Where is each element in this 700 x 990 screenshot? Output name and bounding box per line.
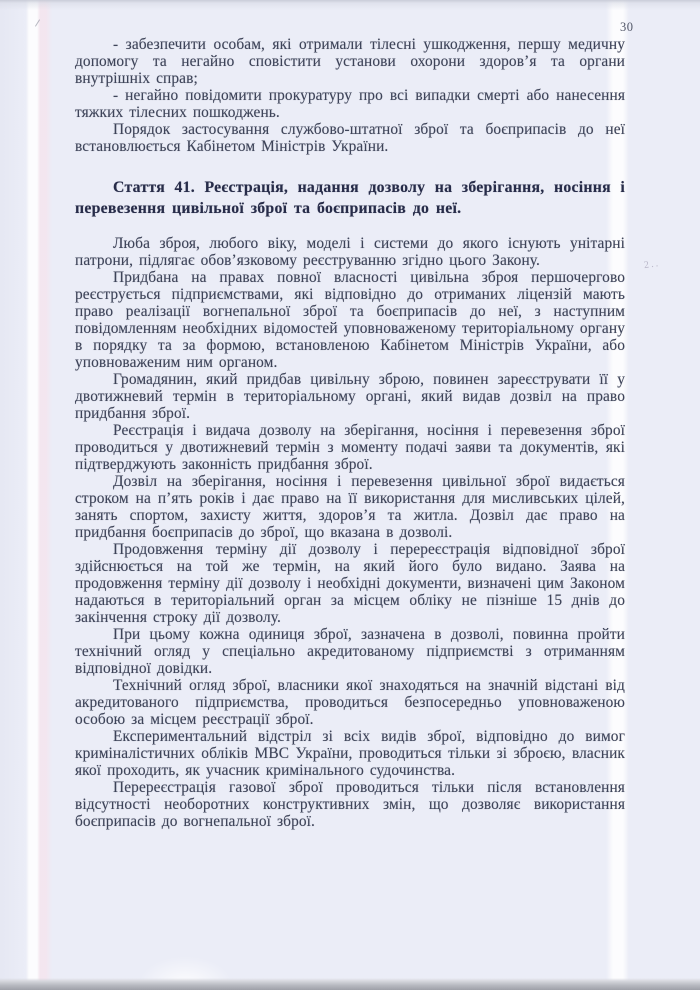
- pencil-tick-mark: [35, 19, 40, 26]
- document-text-block: [75, 36, 625, 830]
- body-paragraph-gas-weapon-reregistration: Перереєстрація газової зброї проводиться тільки після встановлення відсутності необоротних конструктивних змін, що дозволяє використання боєприпасів до вогнепальної зброї.: [75, 779, 625, 830]
- body-paragraph-permit-five-years: Дозвіл на зберігання, носіння і перевезення цивільної зброї видається строком на п’ять років і дає право на її використання для мисливських цілей, занять спортом, захисту життя, здоров’я та житла. Дозвіл дає право на придбання боєприпасів до зброї, що вказана в дозволі.: [75, 473, 625, 541]
- body-paragraph-remote-inspection: Технічний огляд зброї, власники якої знаходяться на значній відстані від акредитованого підприємства, проводиться безпосередньо уповноваженою особою за місцем реєстрації зброї.: [75, 677, 625, 728]
- body-paragraph-technical-inspection: При цьому кожна одиниця зброї, зазначена в дозволі, повинна пройти технічний огляд у спеціально акредитованому підприємстві з отриманням відповідної довідки.: [75, 626, 625, 677]
- body-paragraph-citizen-registration: Громадянин, який придбав цивільну зброю, повинен зареєструвати її у двотижневий термін в територіальному органі, який видав дозвіл на право придбання зброї.: [75, 371, 625, 422]
- article-41-heading: Стаття 41. Реєстрація, надання дозволу на зберігання, носіння і перевезення цивільної зброї та боєприпасів до неї.: [75, 179, 625, 217]
- body-paragraph-permit-renewal: Продовження терміну дії дозволу і перереєстрація відповідної зброї здійснюється на той же термін, на який його було видано. Заява на продовження терміну дії дозволу і необхідні документи, визначені цим Законом надаються в територіальний орган за місцем обліку не пізніше 15 днів до закінчення строку дії дозволу.: [75, 541, 625, 626]
- intro-paragraph-notify-prosecutor: - негайно повідомити прокуратуру про всі випадки смерті або нанесення тяжких тілесних пошкоджень.: [75, 87, 625, 121]
- scan-bottom-edge-shadow: [0, 978, 700, 990]
- page-number: 30: [620, 20, 634, 34]
- intro-paragraph-first-aid: - забезпечити особам, які отримали тілесні ушкодження, першу медичну допомогу та негайно сповістити установи охорони здоров’я та органи внутрішніх справ;: [75, 36, 625, 87]
- body-paragraph-enterprise-registration: Придбана на правах повної власності цивільна зброя першочергово реєструється підприємствами, які відповідно до отриманих ліцензій мають право реалізації вогнепальної зброї та боєприпасів до неї, з наступним повідомленням необхідних відомостей уповноваженому територіальному органу в порядку та за формою, встановленою Кабінетом Міністрів України, або уповноваженим ним органом.: [75, 269, 625, 371]
- body-paragraph-permit-issuance-term: Реєстрація і видача дозволу на зберігання, носіння і перевезення зброї проводиться у двотижневий термін з моменту подачі заяви та документів, які підтверджують законність придбання зброї.: [75, 422, 625, 473]
- pencil-scribble-mark: 2..: [643, 257, 661, 272]
- intro-paragraph-cabinet-order: Порядок застосування службово-штатної зброї та боєприпасів до неї встановлюється Кабінетом Міністрів України.: [75, 121, 625, 155]
- body-paragraph-experimental-shooting: Експериментальний відстріл зі всіх видів зброї, відповідно до вимог криміналістичних обліків МВС України, проводиться тільки зі зброєю, власник якої проходить, як учасник кримінального судочинства.: [75, 728, 625, 779]
- body-paragraph-registration-requirement: Люба зброя, любого віку, моделі і системи до якого існують унітарні патрони, підлягає обов’язковому реєструванню згідно цього Закону.: [75, 235, 625, 269]
